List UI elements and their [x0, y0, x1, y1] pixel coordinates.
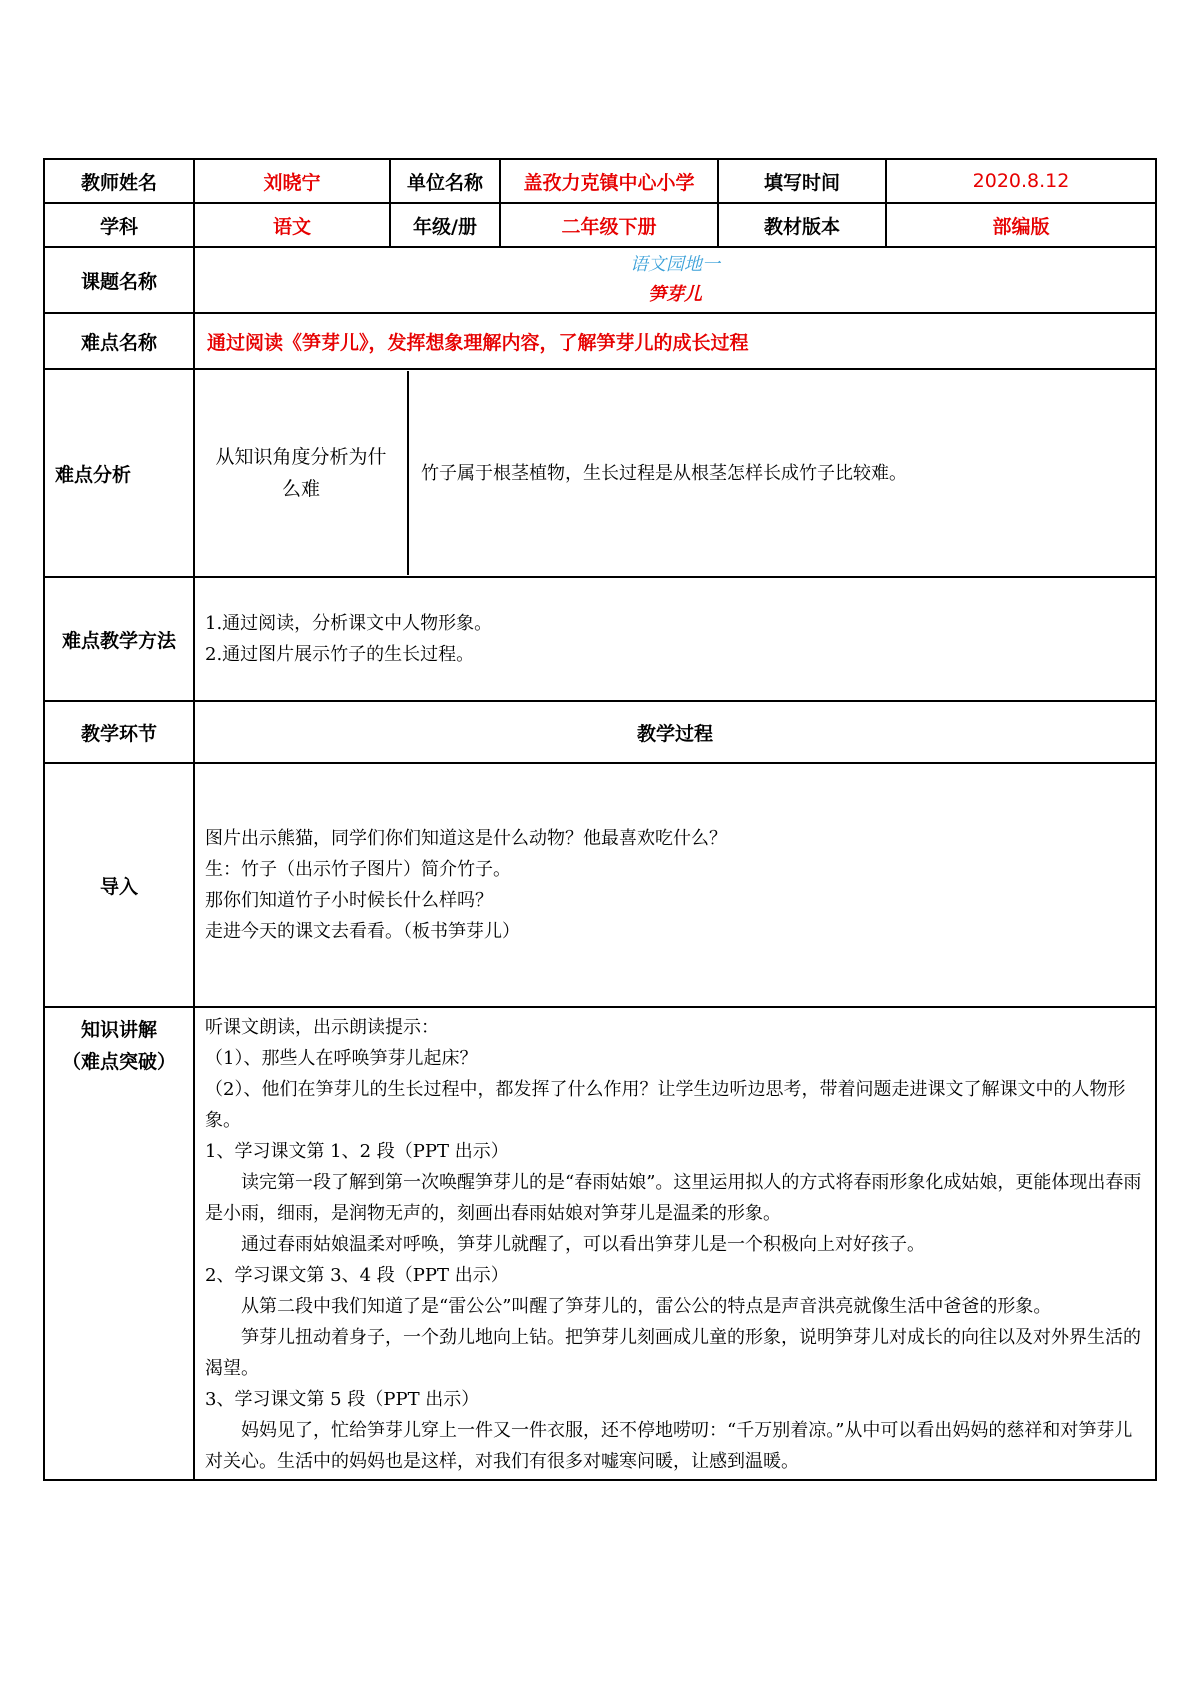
knowledge-p4: 1、学习课文第 1、2 段（PPT 出示） — [205, 1141, 509, 1162]
lesson-plan-sheet — [43, 158, 1155, 1481]
date-value: 2020.8.12 — [886, 159, 1156, 203]
knowledge-p11: 妈妈见了，忙给笋芽儿穿上一件又一件衣服，还不停地唠叨：“千万别着凉。”从中可以看出妈妈的慈祥和对笋芽儿对关心。生活中的妈妈也是这样，对我们有很多对嘘寒问暖，让感到温暖。 — [205, 1420, 1133, 1472]
teacher-label: 教师姓名 — [44, 159, 194, 203]
knowledge-p7: 2、学习课文第 3、4 段（PPT 出示） — [205, 1265, 509, 1286]
method-line-1: 1.通过阅读，分析课文中人物形象。 — [205, 613, 493, 634]
grade-label: 年级/册 — [390, 203, 500, 247]
topic-label: 课题名称 — [44, 247, 194, 313]
difficulty-value: 通过阅读《笋芽儿》，发挥想象理解内容，了解笋芽儿的成长过程 — [194, 313, 1156, 369]
knowledge-p1: 听课文朗读，出示朗读提示： — [205, 1017, 439, 1038]
topic-line-1: 语文园地一 — [630, 254, 720, 275]
header-row-1 — [44, 159, 1156, 203]
header-row-2 — [44, 203, 1156, 247]
difficulty-label: 难点名称 — [44, 313, 194, 369]
intro-line-1: 图片出示熊猫，同学们你们知道这是什么动物？他最喜欢吃什么？ — [205, 828, 727, 849]
knowledge-label-cell — [44, 1007, 194, 1480]
analysis-cell — [194, 369, 1156, 577]
intro-row — [44, 763, 1156, 1007]
topic-line-2: 笋芽儿 — [648, 284, 702, 305]
unit-label: 单位名称 — [390, 159, 500, 203]
analysis-row — [44, 369, 1156, 577]
unit-value: 盖孜力克镇中心小学 — [500, 159, 718, 203]
knowledge-value-cell — [194, 1007, 1156, 1480]
lesson-plan-table — [43, 158, 1157, 1481]
method-line-2: 2.通过图片展示竹子的生长过程。 — [205, 644, 475, 665]
date-label: 填写时间 — [718, 159, 886, 203]
knowledge-p3: （2）、他们在笋芽儿的生长过程中，都发挥了什么作用？让学生边听边思考，带着问题走进课文了解课文中的人物形象。 — [205, 1079, 1126, 1131]
method-value-cell — [194, 577, 1156, 701]
intro-value-cell — [194, 763, 1156, 1007]
knowledge-p8: 从第二段中我们知道了是“雷公公”叫醒了笋芽儿的，雷公公的特点是声音洪亮就像生活中爸爸的形象。 — [241, 1296, 1052, 1317]
intro-line-4: 走进今天的课文去看看。（板书笋芽儿） — [205, 921, 520, 942]
analysis-inner-table — [195, 371, 1155, 575]
knowledge-row — [44, 1007, 1156, 1480]
knowledge-label-2: （难点突破） — [61, 1051, 176, 1073]
edition-label: 教材版本 — [718, 203, 886, 247]
topic-row — [44, 247, 1156, 313]
analysis-value: 竹子属于根茎植物，生长过程是从根茎怎样长成竹子比较难。 — [421, 462, 907, 484]
knowledge-p5: 读完第一段了解到第一次唤醒笋芽儿的是“春雨姑娘”。这里运用拟人的方式将春雨形象化成姑娘，更能体现出春雨是小雨，细雨，是润物无声的，刻画出春雨姑娘对笋芽儿是温柔的形象。 — [205, 1172, 1142, 1224]
process-header-row — [44, 701, 1156, 763]
difficulty-row — [44, 313, 1156, 369]
knowledge-p9: 笋芽儿扭动着身子，一个劲儿地向上钻。把笋芽儿刻画成儿童的形象，说明笋芽儿对成长的向往以及对外界生活的渴望。 — [205, 1327, 1141, 1379]
knowledge-label-1: 知识讲解 — [80, 1019, 157, 1041]
method-row — [44, 577, 1156, 701]
method-label: 难点教学方法 — [44, 577, 194, 701]
intro-label: 导入 — [44, 763, 194, 1007]
knowledge-p6: 通过春雨姑娘温柔对呼唤，笋芽儿就醒了，可以看出笋芽儿是一个积极向上对好孩子。 — [241, 1234, 925, 1255]
intro-line-3: 那你们知道竹子小时候长什么样吗？ — [205, 890, 493, 911]
subject-value: 语文 — [194, 203, 390, 247]
analysis-sub-label: 从知识角度分析为什么难 — [195, 371, 408, 575]
knowledge-p2: （1）、那些人在呼唤笋芽儿起床？ — [205, 1048, 478, 1069]
edition-value: 部编版 — [886, 203, 1156, 247]
subject-label: 学科 — [44, 203, 194, 247]
intro-line-2: 生：竹子（出示竹子图片）简介竹子。 — [205, 859, 511, 880]
teacher-value: 刘晓宁 — [194, 159, 390, 203]
grade-value: 二年级下册 — [500, 203, 718, 247]
process-right-header: 教学过程 — [194, 701, 1156, 763]
analysis-label: 难点分析 — [44, 369, 194, 577]
topic-value-cell — [194, 247, 1156, 313]
process-left-header: 教学环节 — [44, 701, 194, 763]
knowledge-p10: 3、学习课文第 5 段（PPT 出示） — [205, 1389, 480, 1410]
